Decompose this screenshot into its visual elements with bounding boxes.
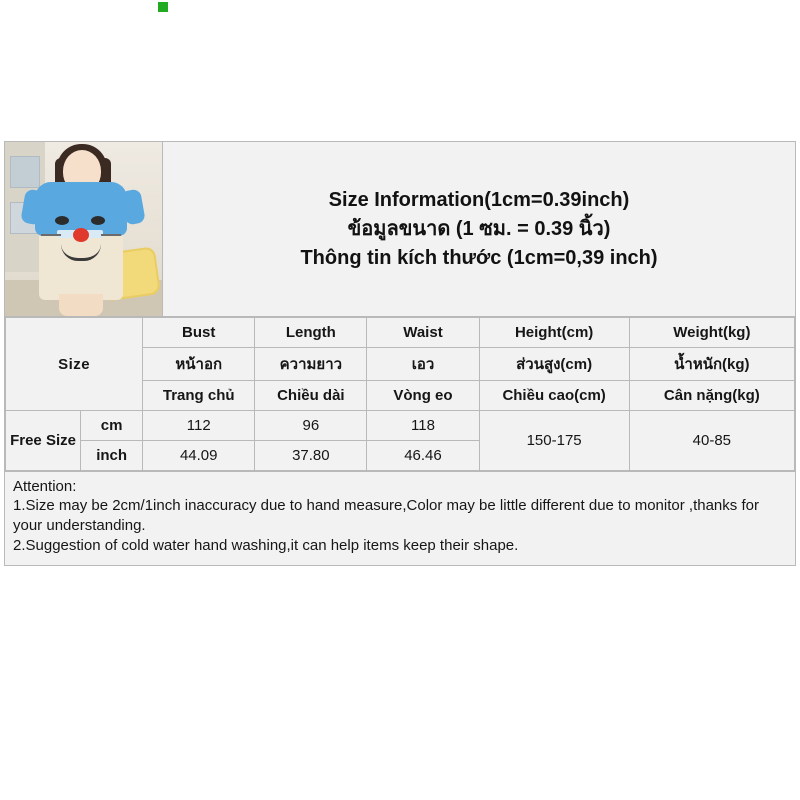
cat-whisker-right-icon	[101, 234, 121, 236]
cat-nose-icon	[73, 228, 89, 242]
header-waist-vi: Vòng eo	[367, 381, 479, 411]
title-line-en: Size Information(1cm=0.39inch)	[328, 188, 630, 211]
cat-face-print-icon	[45, 206, 117, 272]
title-line-th: ข้อมูลขนาด (1 ซม. = 0.39 นิ้ว)	[347, 217, 611, 240]
cat-mouth-icon	[61, 244, 101, 261]
product-photo	[5, 142, 163, 316]
value-waist-inch: 46.46	[367, 441, 479, 471]
unit-inch-cell: inch	[81, 441, 143, 471]
header-weight-en: Weight(kg)	[629, 318, 794, 348]
value-height-range: 150-175	[479, 411, 629, 471]
title-block	[163, 142, 795, 316]
unit-cm-cell: cm	[81, 411, 143, 441]
free-size-cell: Free Size	[6, 411, 81, 471]
cat-whisker-left-icon	[41, 234, 61, 236]
value-bust-cm: 112	[143, 411, 255, 441]
size-label-cell: Size	[6, 318, 143, 411]
header-bust-th: หน้าอก	[143, 348, 255, 381]
header-length-vi: Chiều dài	[255, 381, 367, 411]
header-height-vi: Chiều cao(cm)	[479, 381, 629, 411]
value-bust-inch: 44.09	[143, 441, 255, 471]
table-row-header-en	[6, 318, 795, 348]
attention-title: Attention:	[13, 478, 77, 495]
header-weight-vi: Cân nặng(kg)	[629, 381, 794, 411]
header-bust-vi: Trang chủ	[143, 381, 255, 411]
header-waist-en: Waist	[367, 318, 479, 348]
header-bust-en: Bust	[143, 318, 255, 348]
attention-block	[5, 471, 795, 565]
header-length-th: ความยาว	[255, 348, 367, 381]
title-line-vi: Thông tin kích thước (1cm=0,39 inch)	[300, 246, 658, 269]
value-length-inch: 37.80	[255, 441, 367, 471]
photo-model-legs	[59, 294, 103, 316]
value-weight-range: 40-85	[629, 411, 794, 471]
card-header-row	[5, 142, 795, 317]
cat-eye-right-icon	[91, 216, 105, 225]
table-row-cm	[6, 411, 795, 441]
value-length-cm: 96	[255, 411, 367, 441]
header-waist-th: เอว	[367, 348, 479, 381]
value-waist-cm: 118	[367, 411, 479, 441]
size-information-card	[4, 141, 796, 566]
attention-line-2: 2.Suggestion of cold water hand washing,it can help items keep their shape.	[13, 536, 519, 554]
cat-eye-left-icon	[55, 216, 69, 225]
header-weight-th: น้ำหนัก(kg)	[629, 348, 794, 381]
attention-line-1: 1.Size may be 2cm/1inch inaccuracy due to hand measure,Color may be little different due to monitor ,thanks for your understanding.	[13, 497, 759, 534]
header-height-th: ส่วนสูง(cm)	[479, 348, 629, 381]
header-height-en: Height(cm)	[479, 318, 629, 348]
green-marker-icon	[158, 2, 168, 12]
header-length-en: Length	[255, 318, 367, 348]
size-table	[5, 317, 795, 471]
